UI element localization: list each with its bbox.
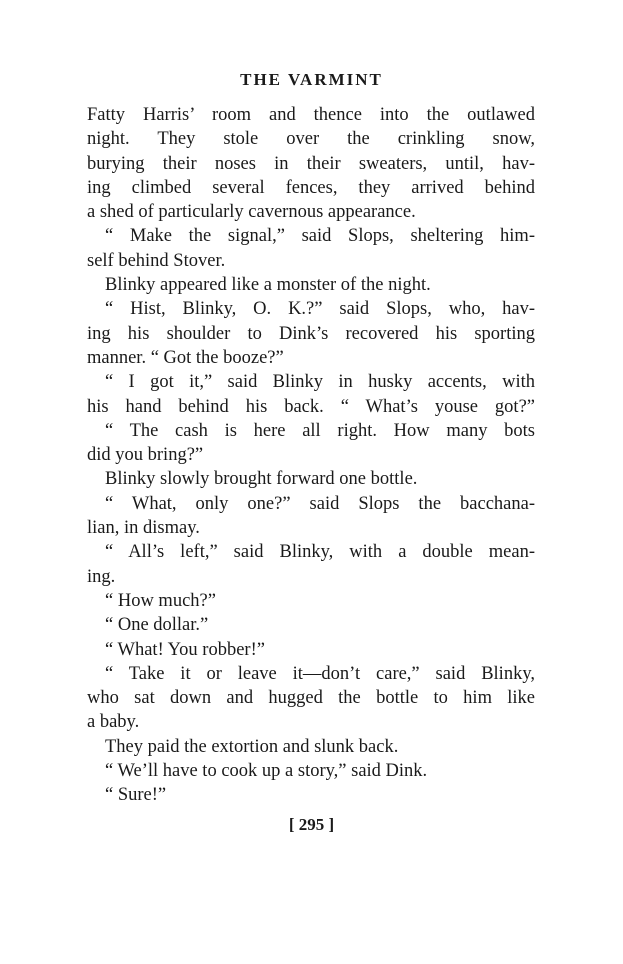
text-line: ing climbed several fences, they arrived behind — [87, 177, 535, 198]
text-line: who sat down and hugged the bottle to him like — [87, 688, 535, 709]
text-line: lian, in dismay. — [87, 518, 200, 539]
text-line: ing. — [87, 566, 116, 587]
text-line: “ Make the signal,” said Slops, sheltering him- — [105, 226, 535, 247]
text-line: “ What, only one?” said Slops the bacchana- — [105, 493, 535, 514]
text-line: “ What! You robber!” — [105, 639, 265, 660]
text-line: “ I got it,” said Blinky in husky accents, with — [105, 372, 535, 393]
text-line: “ Take it or leave it—don’t care,” said Blinky, — [105, 663, 535, 684]
page-number: [ 295 ] — [288, 815, 335, 834]
text-line: his hand behind his back. “ What’s youse got?” — [87, 396, 535, 417]
text-line: “ Hist, Blinky, O. K.?” said Slops, who, hav- — [105, 299, 535, 320]
text-line: self behind Stover. — [87, 250, 226, 271]
text-line: They paid the extortion and slunk back. — [105, 736, 399, 757]
text-line: “ The cash is here all right. How many bots — [105, 420, 535, 441]
text-line: “ Sure!” — [105, 785, 167, 806]
text-line: manner. “ Got the booze?” — [87, 347, 284, 368]
text-line: Blinky appeared like a monster of the night. — [105, 275, 431, 296]
text-line: ing his shoulder to Dink’s recovered his sporting — [87, 323, 535, 344]
text-line: “ How much?” — [105, 590, 216, 611]
running-head: THE VARMINT — [240, 70, 383, 89]
text-line: Fatty Harris’ room and thence into the outlawed — [87, 105, 535, 125]
text-line: “ We’ll have to cook up a story,” said Dink. — [105, 761, 428, 782]
text-line: a baby. — [87, 712, 140, 733]
text-line: did you bring?” — [87, 445, 204, 466]
body-text — [87, 103, 535, 808]
text-line: “ One dollar.” — [105, 615, 209, 636]
text-line: a shed of particularly cavernous appearance. — [87, 202, 416, 223]
text-line: Blinky slowly brought forward one bottle. — [105, 469, 418, 490]
text-line: “ All’s left,” said Blinky, with a double mean- — [105, 542, 535, 563]
text-line: night. They stole over the crinkling snow, — [87, 129, 535, 150]
text-line: burying their noses in their sweaters, until, hav- — [87, 153, 535, 174]
